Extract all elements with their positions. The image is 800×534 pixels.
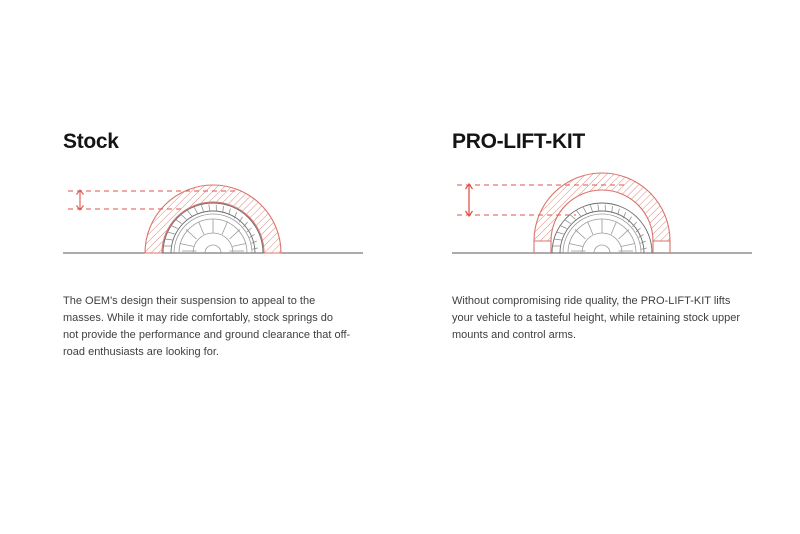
page-title: Stock (63, 130, 119, 153)
panel-pro-lift-kit (452, 130, 752, 344)
panel-description-2: Without compromising ride quality, the PRO-LIFT-KIT lifts your vehicle to a tasteful height, while retaining stock upper mounts and control arms. (452, 295, 740, 342)
figure-stock (63, 171, 363, 281)
figure-pro-lift-kit (452, 171, 752, 281)
gap-measurement-arrow (77, 190, 84, 210)
page-title-2: PRO-LIFT-KIT (452, 130, 585, 153)
panel-stock (63, 130, 363, 361)
panel-description: The OEM's design their suspension to appeal to the masses. While it may ride comfortably, stock springs do not provide the performance and ground clearance that off-road enthusiasts are looking for. (63, 295, 351, 359)
gap-measurement-arrow-2 (466, 184, 473, 216)
